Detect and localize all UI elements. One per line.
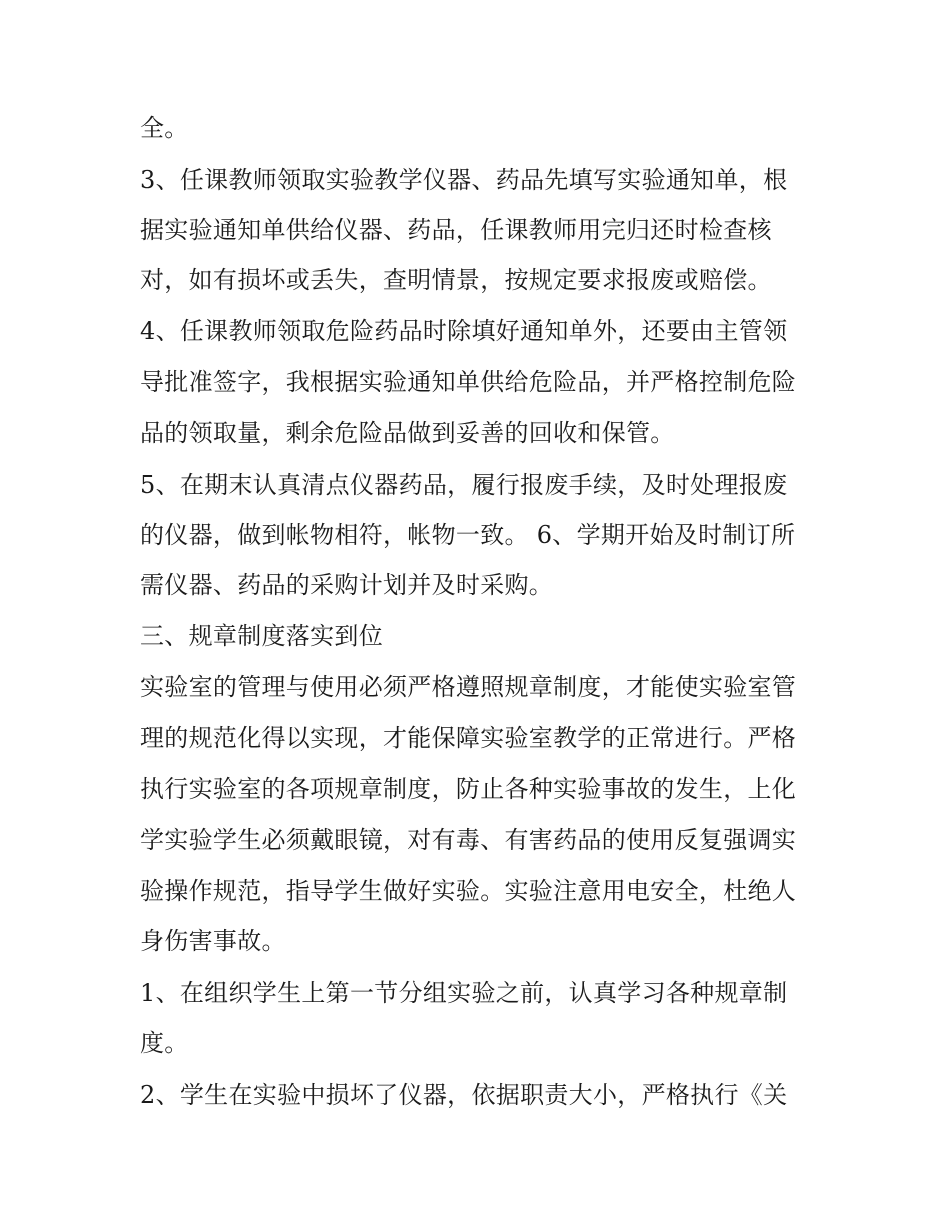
text-line: 理的规范化得以实现，才能保障实验室教学的正常进行。严格 <box>140 724 797 752</box>
text-line: 1、在组织学生上第一节分组实验之前，认真学习各种规章制 <box>140 979 788 1007</box>
text-line: 据实验通知单供给仪器、药品，任课教师用完归还时检查核 <box>140 216 772 244</box>
text-line: 4、任课教师领取危险药品时除填好通知单外，还要由主管领 <box>140 317 788 345</box>
text-line: 的仪器，做到帐物相符，帐物一致。 6、学期开始及时制订所 <box>140 521 796 549</box>
text-line: 度。 <box>140 1029 189 1057</box>
text-line: 品的领取量，剩余危险品做到妥善的回收和保管。 <box>140 419 675 447</box>
text-line: 需仪器、药品的采购计划并及时采购。 <box>140 571 554 599</box>
text-line: 验操作规范，指导学生做好实验。实验注意用电安全，杜绝人 <box>140 877 797 905</box>
text-line: 执行实验室的各项规章制度，防止各种实验事故的发生，上化 <box>140 775 797 803</box>
text-line: 导批准签字，我根据实验通知单供给危险品，并严格控制危险 <box>140 368 797 396</box>
text-line: 3、任课教师领取实验教学仪器、药品先填写实验通知单，根 <box>140 166 788 194</box>
text-line: 全。 <box>140 114 189 142</box>
text-line: 身伤害事故。 <box>140 927 286 955</box>
text-line: 实验室的管理与使用必须严格遵照规章制度，才能使实验室管 <box>140 673 797 701</box>
text-line: 学实验学生必须戴眼镜，对有毒、有害药品的使用反复强调实 <box>140 826 797 854</box>
text-line: 2、学生在实验中损坏了仪器，依据职责大小，严格执行《关 <box>140 1081 788 1109</box>
text-line: 5、在期末认真清点仪器药品，履行报废手续，及时处理报废 <box>140 471 788 499</box>
section-heading: 三、规章制度落实到位 <box>140 622 383 650</box>
text-line: 对，如有损坏或丢失，查明情景，按规定要求报废或赔偿。 <box>140 266 772 294</box>
